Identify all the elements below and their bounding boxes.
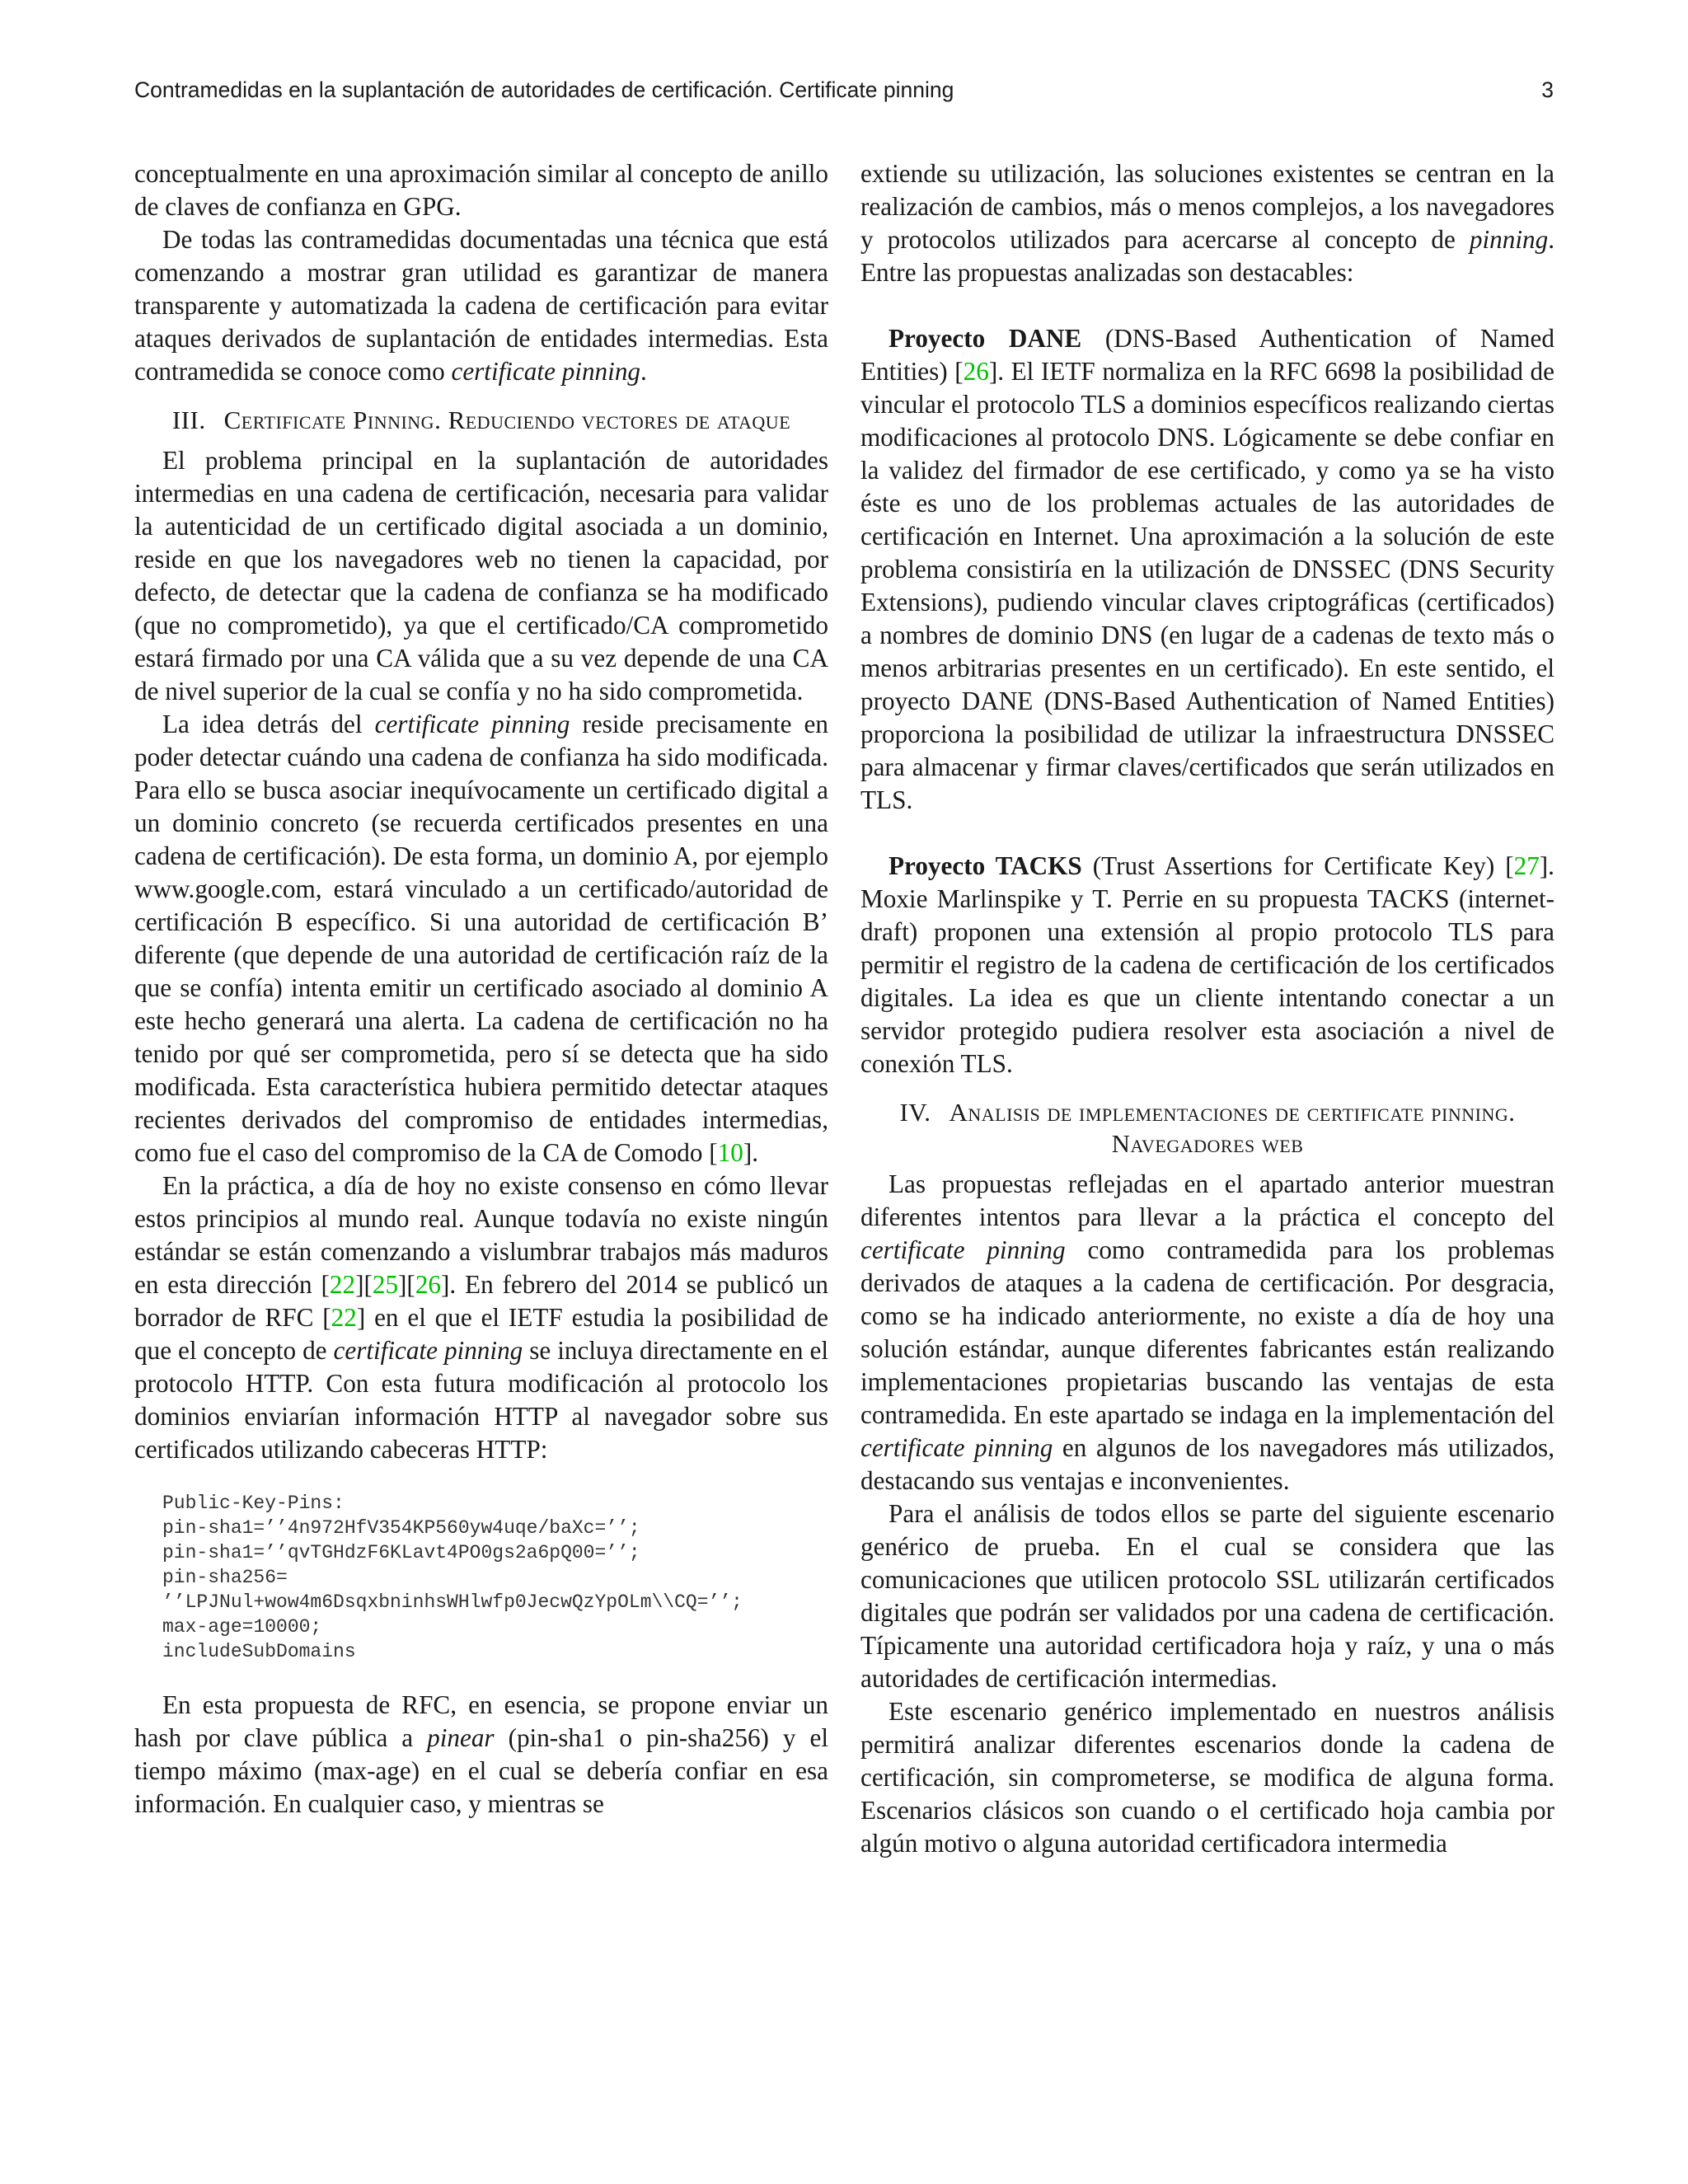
paragraph-dane: Proyecto DANE (DNS-Based Authentication of Named Entities) [26]. El IETF normaliza en la RFC 6698 la posibilidad de vincular el protocolo TLS a dominios específicos realizando ciertas modificaciones al protocolo DNS. Lógicamente se debe confiar en la validez del firmador de ese certificado, y como ya se ha visto éste es uno de los problemas actuales de las autoridades de certificación en Internet. Una aproximación a la solución de este problema consistiría en la utilización de DNSSEC (DNS Security Extensions), pudiendo vincular claves criptográficas (certificados) a nombres de dominio DNS (en lugar de a cadenas de texto más o menos arbitrarias presentes en un certificado). En este sentido, el proyecto DANE (DNS-Based Authentication of Named Entities) proporciona la posibilidad de utilizar la infraestructura DNSSEC para almacenar y firmar claves/certificados que serán utilizados en TLS.	[860, 324, 1554, 814]
page-number: 3	[1541, 77, 1554, 102]
paragraph: En esta propuesta de RFC, en esencia, se propone enviar un hash por clave pública a pinear (pin-sha1 o pin-sha256) y el tiempo máximo (max-age) en el cual se debería confiar en esa información. En cualquier caso, y mientras se	[134, 1690, 829, 1818]
paragraph: En la práctica, a día de hoy no existe consenso en cómo llevar estos principios al mundo real. Aunque todavía no existe ningún estándar se están comenzando a vislumbrar trabajos más maduros en esta dirección [22][25][26]. En febrero del 2014 se publicó un borrador de RFC [22] en el que el IETF estudia la posibilidad de que el concepto de certificate pinning se incluya directamente en el protocolo HTTP. Con esta futura modificación al protocolo los dominios enviarían información HTTP al navegador sobre sus certificados utilizando cabeceras HTTP:	[134, 1171, 829, 1464]
paragraph-tacks: Proyecto TACKS (Trust Assertions for Certificate Key) [27]. Moxie Marlinspike y T. Perrie en su propuesta TACKS (internet-draft) proponen una extensión al propio protocolo TLS para permitir el registro de la cadena de certificación de los certificados digitales. La idea es que un cliente intentando conectar a un servidor protegido pudiera resolver esta asociación a nivel de conexión TLS.	[860, 851, 1554, 1078]
citation-link[interactable]: 26	[415, 1270, 442, 1299]
paragraph: conceptualmente en una aproximación similar al concepto de anillo de claves de confianza en GPG.	[134, 159, 828, 221]
citation-link[interactable]: 10	[717, 1138, 743, 1167]
right-column	[860, 157, 1554, 1860]
project-label: Proyecto TACKS	[889, 851, 1082, 880]
left-column	[134, 157, 828, 1821]
citation-link[interactable]: 22	[331, 1303, 357, 1332]
code-block: Public-Key-Pins: pin-sha1=’’4n972HfV354KP560yw4uqe/baXc=’’; pin-sha1=’’qvTGHdzF6KLavt4PO0gs2a6pQ00=’’; pin-sha256= ’’LPJNul+wow4m6DsqxbninhsWHlwfp0JecwQzYpOLm\\CQ=’’; max-age=10000; includeSubDomains	[162, 1493, 743, 1662]
citation-link[interactable]: 27	[1513, 851, 1540, 880]
paragraph: Para el análisis de todos ellos se parte del siguiente escenario genérico de prueba. En el cual se considera que las comunicaciones que utilicen protocolo SSL utilizarán certificados digitales que podrán ser validados por una cadena de certificación. Típicamente una autoridad certificadora hoja y raíz, y una o más autoridades de certificación intermedias.	[860, 1499, 1554, 1693]
paragraph: extiende su utilización, las soluciones existentes se centran en la realización de cambios, más o menos complejos, a los navegadores y protocolos utilizados para acercarse al concepto de pinning. Entre las propuestas analizadas son destacables:	[860, 159, 1554, 287]
citation-link[interactable]: 26	[963, 357, 989, 386]
paragraph: La idea detrás del certificate pinning reside precisamente en poder detectar cuándo una cadena de confianza ha sido modificada. Para ello se busca asociar inequívocamente un certificado digital a un dominio concreto (se recuerda certificados presentes en una cadena de certificación). De esta forma, un dominio A, por ejemplo www.google.com, estará vinculado a un certificado/autoridad de certificación B específico. Si una autoridad de certificación B’ diferente (que depende de una autoridad de certificación raíz de la que se confía) intenta emitir un certificado asociado al dominio A este hecho generará una alerta. La cadena de certificación no ha tenido por qué ser comprometida, pero sí se detecta que ha sido modificada. Esta característica hubiera permitido detectar ataques recientes derivados del compromiso de entidades intermedias, como fue el caso del compromiso de la CA de Comodo [10].	[134, 710, 828, 1167]
citation-link[interactable]: 25	[372, 1270, 399, 1299]
section-heading: III. Certificate Pinning. Reduciendo vectores de ataque	[171, 405, 791, 434]
paragraph: Este escenario genérico implementado en nuestros análisis permitirá analizar diferentes escenarios donde la cadena de certificación, sin comprometerse, se modifica de alguna forma. Escenarios clásicos son cuando o el certificado hoja cambia por algún motivo o alguna autoridad certificadora intermedia	[860, 1697, 1554, 1858]
paragraph: El problema principal en la suplantación de autoridades intermedias en una cadena de certificación, necesaria para validar la autenticidad de un certificado digital asociada a un dominio, reside en que los navegadores web no tienen la capacidad, por defecto, de detectar que la cadena de confianza se ha modificado (que no comprometido), ya que el certificado/CA comprometido estará firmado por una CA válida que a su vez depende de una CA de nivel superior de la cual se confía y no ha sido comprometida.	[134, 446, 828, 705]
project-label: Proyecto DANE	[889, 324, 1082, 353]
paragraph: Las propuestas reflejadas en el apartado anterior muestran diferentes intentos para llevar a la práctica el concepto del certificate pinning como contramedida para los problemas derivados de ataques a la cadena de certificación. Por desgracia, como se ha indicado anteriormente, no existe a día de hoy una solución estándar, aunque diferentes fabricantes están realizando implementaciones propietarias buscando las ventajas de esta contramedida. En este apartado se indaga en la implementación del certificate pinning en algunos de los navegadores más utilizados, destacando sus ventajas e inconvenientes.	[860, 1169, 1554, 1495]
section-heading: IV. Analisis de implementaciones de certificate pinning. Navegadores web	[899, 1098, 1516, 1158]
running-header: Contramedidas en la suplantación de autoridades de certificación. Certificate pinning	[134, 77, 954, 102]
citation-link[interactable]: 22	[329, 1270, 356, 1299]
paragraph: De todas las contramedidas documentadas una técnica que está comenzando a mostrar gran utilidad es garantizar de manera transparente y automatizada la cadena de certificación para evitar ataques derivados de suplantación de entidades intermedias. Esta contramedida se conoce como certificate pinning.	[134, 225, 828, 386]
